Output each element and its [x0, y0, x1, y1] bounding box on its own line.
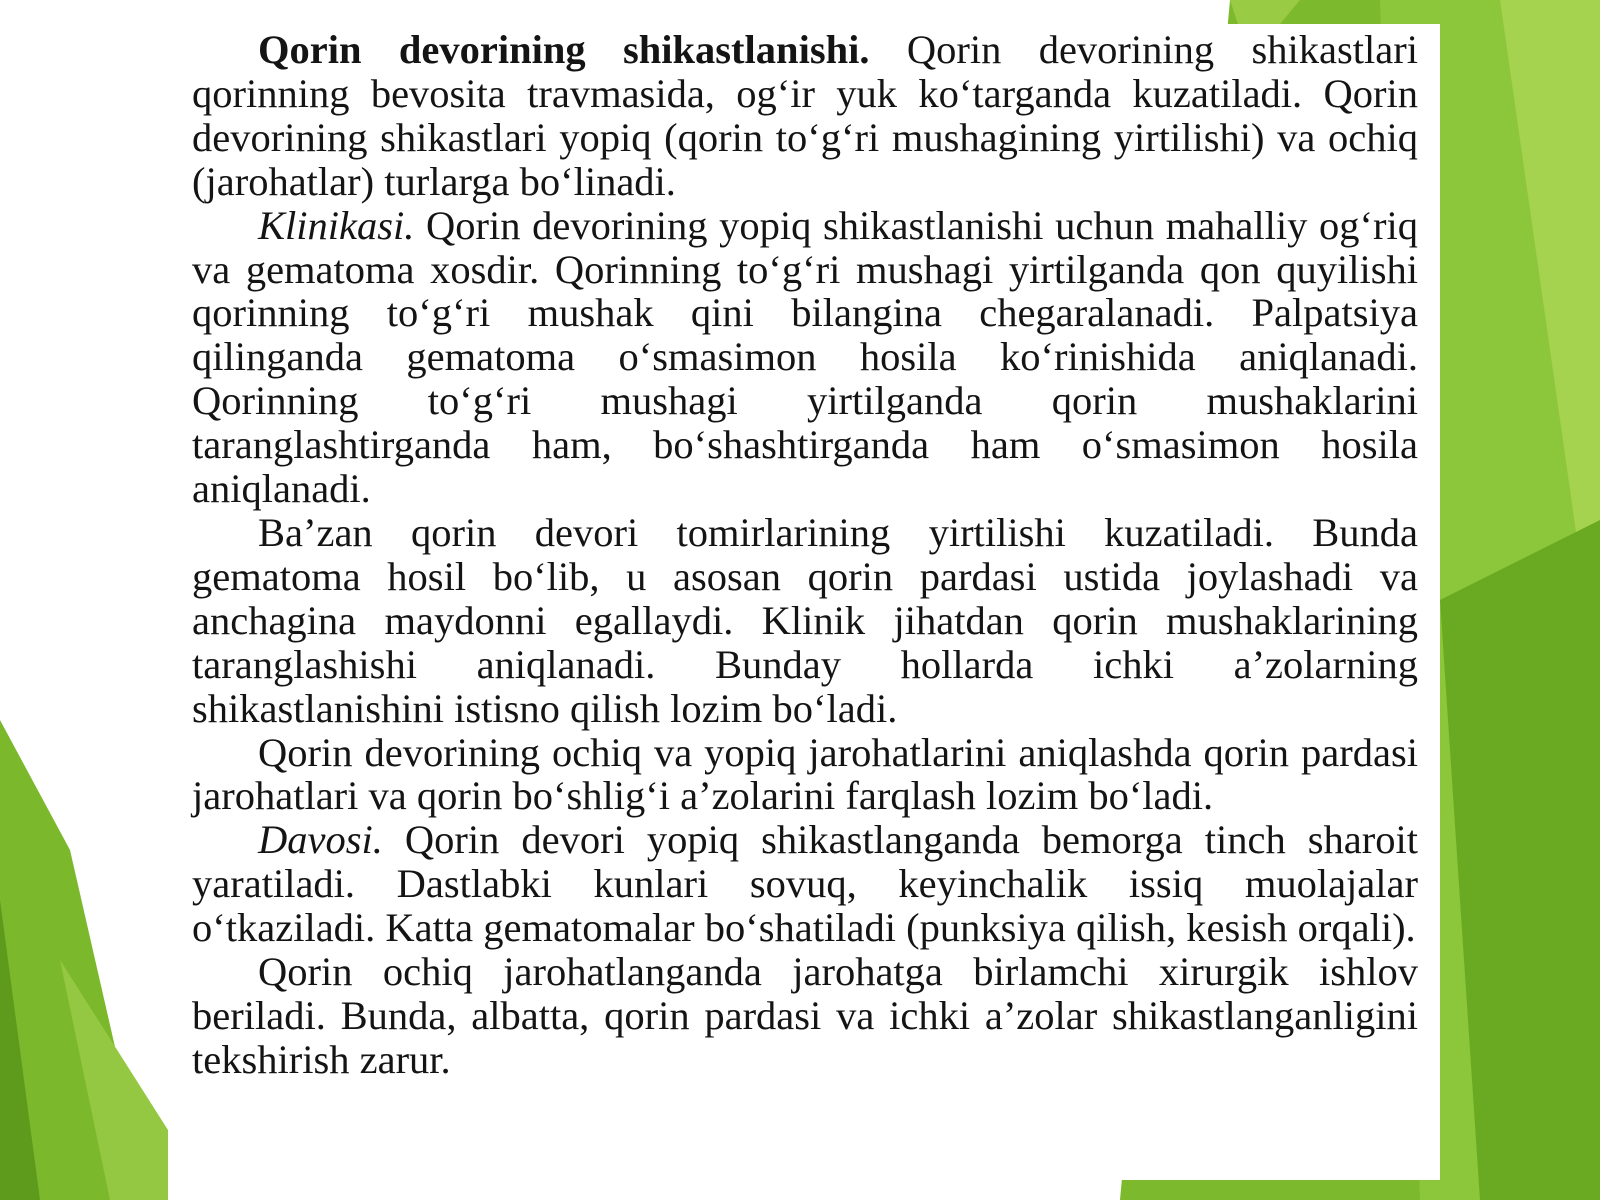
- paragraph-4-text: Qorin devorining ochiq va yopiq jarohatlarini aniqlashda qorin pardasi jarohatlari va qorin bo‘shlig‘i a’zolarini farqlash lozim bo‘ladi.: [192, 729, 1418, 819]
- paragraph-1-text: Qorin devorining shikastlari qorinning bevosita travmasida, og‘ir yuk ko‘targanda kuzatiladi. Qorin devorining shikastlari yopiq (qorin to‘g‘ri mushagining yirtilishi) va ochiq (jarohatlar) turlarga bo‘linadi.: [192, 27, 1418, 204]
- paragraph-5-text: Qorin devori yopiq shikastlanganda bemorga tinch sharoit yaratiladi. Dastlabki kunlari sovuq, keyinchalik issiq muolajalar o‘tkaziladi. Katta gematomalar bo‘shatiladi (punksiya qilish, kesish orqali).: [192, 817, 1418, 951]
- paragraph-6: [192, 950, 1418, 1082]
- paragraph-3-text: Ba’zan qorin devori tomirlarining yirtilishi kuzatiladi. Bunda gematoma hosil bo‘lib, u asosan qorin pardasi ustida joylashadi va anchagina maydonni egallaydi. Klinik jihatdan qorin mushaklarining taranglashishi aniqlanadi. Bunday hollarda ichki a’zolarning shikastlanishini istisno qilish lozim bo‘ladi.: [192, 509, 1418, 731]
- paragraph-2-text: Qorin devorining yopiq shikastlanishi uchun mahalliy og‘riq va gematoma xosdir. Qorinning to‘g‘ri mushagi yirtilganda qon quyilishi qorinning to‘g‘ri mushak qini bilangina chegaralanadi. Palpatsiya qilinganda gematoma o‘smasimon hosila ko‘rinishida aniqlanadi. Qorinning to‘g‘ri mushagi yirtilganda qorin mushaklarini taranglashtirganda ham, bo‘shashtirganda ham o‘smasimon hosila aniqlanadi.: [192, 202, 1418, 512]
- paragraph-3: [192, 511, 1418, 731]
- paragraph-2: [192, 204, 1418, 511]
- paragraph-1-lead: Qorin devorining shikastlanishi.: [258, 27, 870, 72]
- document-page: [168, 24, 1440, 1180]
- paragraph-4: [192, 731, 1418, 819]
- paragraph-6-text: Qorin ochiq jarohatlanganda jarohatga birlamchi xirurgik ishlov beriladi. Bunda, albatta, qorin pardasi va ichki a’zolar shikastlanganligini tekshirish zarur.: [192, 949, 1418, 1082]
- paragraph-2-lead: Klinikasi.: [258, 202, 415, 248]
- paragraph-5-lead: Davosi.: [258, 817, 383, 863]
- paragraph-1: [192, 28, 1418, 204]
- paragraph-5: [192, 818, 1418, 950]
